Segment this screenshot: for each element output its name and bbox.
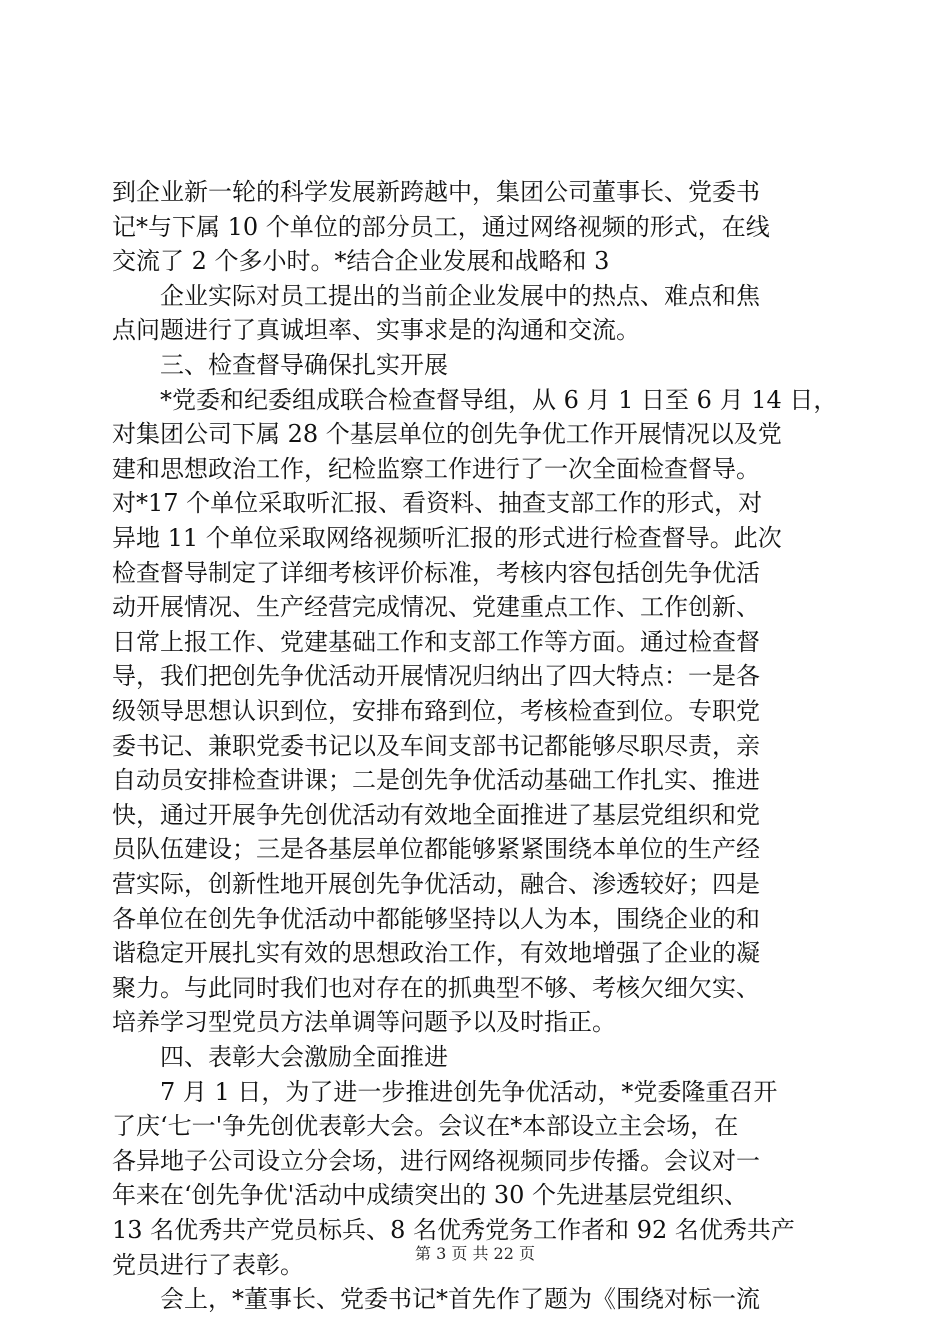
text-line: 谐稳定开展扎实有效的思想政治工作，有效地增强了企业的凝 bbox=[112, 939, 760, 967]
text-line: 了庆‘七一'争先创优表彰大会。会议在*本部设立主会场，在 bbox=[112, 1112, 739, 1140]
text-line: 员队伍建设；三是各基层单位都能够紧紧围绕本单位的生产经 bbox=[112, 835, 760, 863]
text-line: 党员进行了表彰。 bbox=[112, 1251, 304, 1279]
text-line: 动开展情况、生产经营完成情况、党建重点工作、工作创新、 bbox=[112, 593, 760, 621]
page-footer: 第 3 页 共 22 页 bbox=[415, 1244, 535, 1263]
text-line: 异地 11 个单位采取网络视频听汇报的形式进行检查督导。此次 bbox=[112, 524, 782, 552]
text-line: 营实际，创新性地开展创先争优活动，融合、渗透较好；四是 bbox=[112, 870, 760, 898]
text-line: 日常上报工作、党建基础工作和支部工作等方面。通过检查督 bbox=[112, 628, 760, 656]
text-line: 各单位在创先争优活动中都能够坚持以人为本，围绕企业的和 bbox=[112, 905, 760, 933]
text-line: 四、表彰大会激励全面推进 bbox=[112, 1043, 448, 1071]
text-line: 检查督导制定了详细考核评价标准，考核内容包括创先争优活 bbox=[112, 559, 760, 587]
text-line: 快，通过开展争先创优活动有效地全面推进了基层党组织和党 bbox=[112, 801, 760, 829]
text-line: 点问题进行了真诚坦率、实事求是的沟通和交流。 bbox=[112, 316, 640, 344]
text-line: 对集团公司下属 28 个基层单位的创先争优工作开展情况以及党 bbox=[112, 420, 782, 448]
text-line: 级领导思想认识到位，安排布臵到位，考核检查到位。专职党 bbox=[112, 697, 760, 725]
text-line: 各异地子公司设立分会场，进行网络视频同步传播。会议对一 bbox=[112, 1147, 760, 1175]
text-line: 记*与下属 10 个单位的部分员工，通过网络视频的形式，在线 bbox=[112, 213, 770, 241]
text-line: 自动员安排检查讲课；二是创先争优活动基础工作扎实、推进 bbox=[112, 766, 760, 794]
text-line: 建和思想政治工作，纪检监察工作进行了一次全面检查督导。 bbox=[112, 455, 760, 483]
text-line: 企业实际对员工提出的当前企业发展中的热点、难点和焦 bbox=[112, 282, 760, 310]
text-line: 三、检查督导确保扎实开展 bbox=[112, 351, 448, 379]
text-line: 7 月 1 日，为了进一步推进创先争优活动，*党委隆重召开 bbox=[112, 1078, 778, 1106]
text-line: 对*17 个单位采取听汇报、看资料、抽查支部工作的形式，对 bbox=[112, 489, 763, 517]
text-line: *党委和纪委组成联合检查督导组，从 6 月 1 日至 6 月 14 日， bbox=[112, 386, 838, 414]
text-line: 交流了 2 个多小时。*结合企业发展和战略和 3 bbox=[112, 247, 610, 275]
text-line: 会上，*董事长、党委书记*首先作了题为《围绕对标一流 bbox=[112, 1285, 760, 1313]
text-line: 聚力。与此同时我们也对存在的抓典型不够、考核欠细欠实、 bbox=[112, 974, 760, 1002]
text-line: 委书记、兼职党委书记以及车间支部书记都能够尽职尽责，亲 bbox=[112, 732, 760, 760]
text-line: 13 名优秀共产党员标兵、8 名优秀党务工作者和 92 名优秀共产 bbox=[112, 1216, 795, 1244]
text-line: 年来在‘创先争优'活动中成绩突出的 30 个先进基层党组织、 bbox=[112, 1181, 749, 1209]
text-line: 导，我们把创先争优活动开展情况归纳出了四大特点：一是各 bbox=[112, 662, 760, 690]
text-line: 培养学习型党员方法单调等问题予以及时指正。 bbox=[112, 1008, 616, 1036]
text-line: 到企业新一轮的科学发展新跨越中，集团公司董事长、党委书 bbox=[112, 178, 760, 206]
